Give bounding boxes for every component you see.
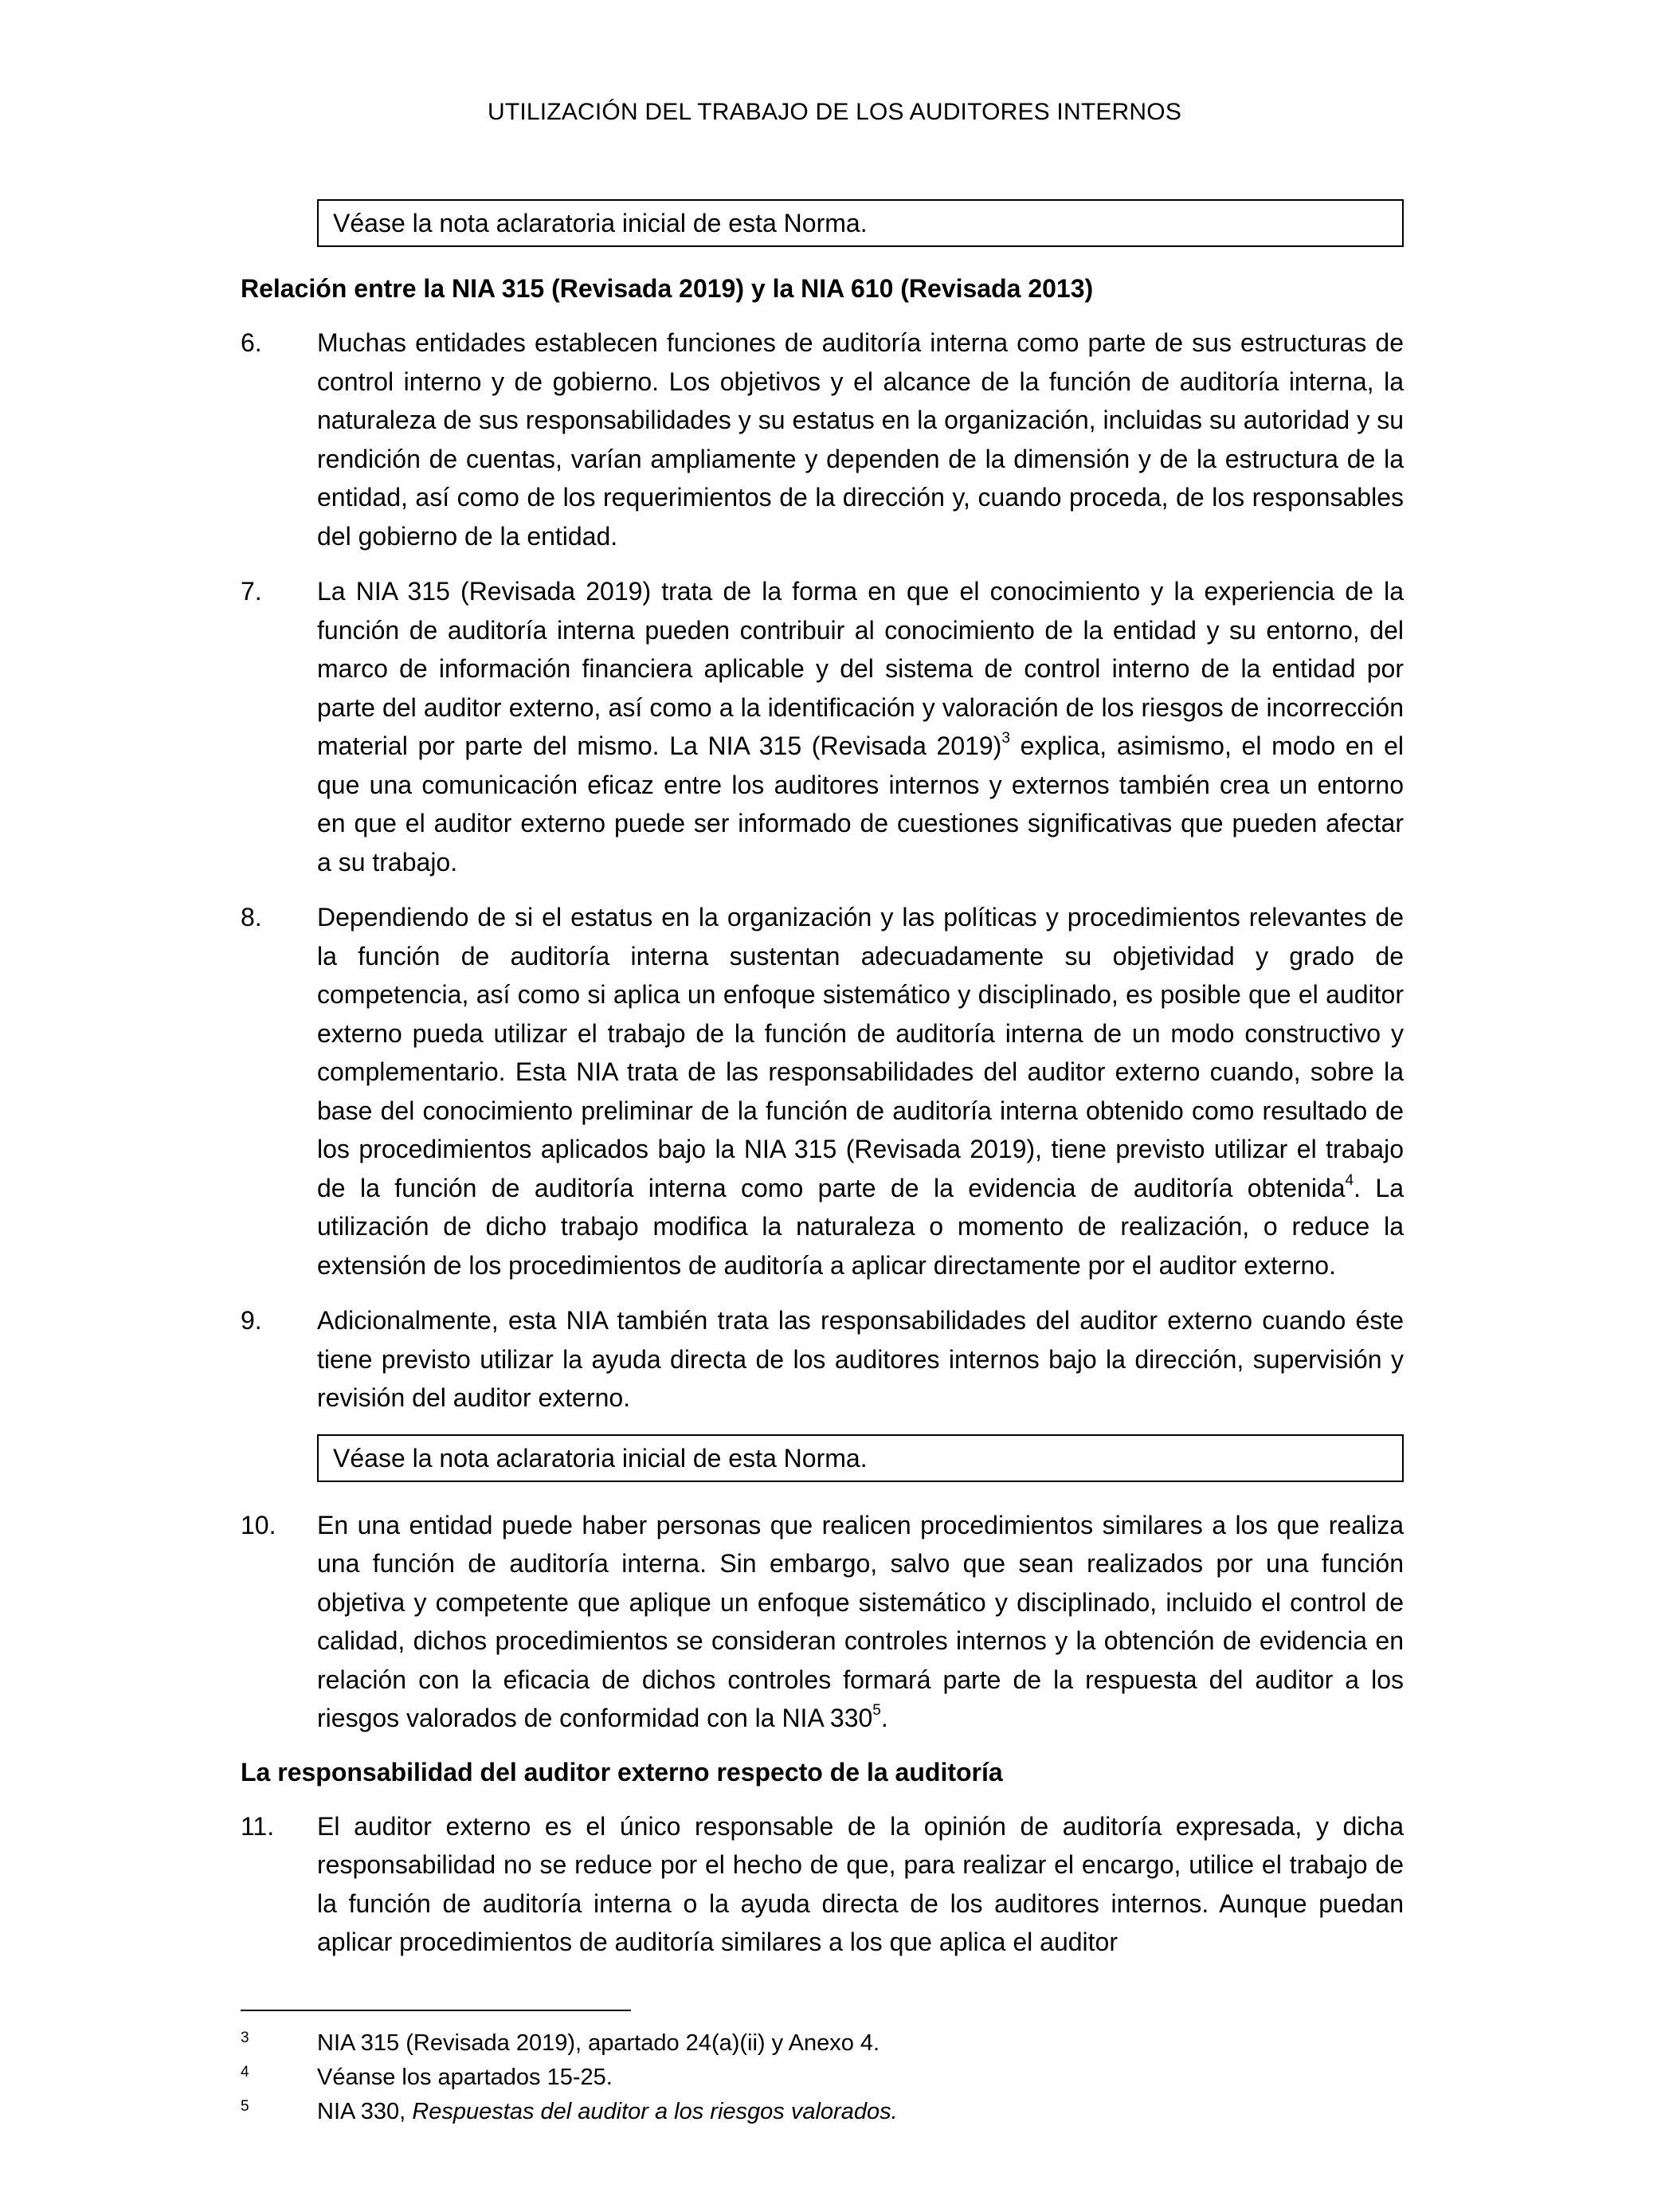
paragraph-text xyxy=(317,1506,1404,1738)
footnote-title: Respuestas del auditor a los riesgos valorados. xyxy=(412,2099,898,2124)
clarifying-note-box: Véase la nota aclaratoria inicial de esta Norma. xyxy=(317,1434,1404,1482)
section-heading: Relación entre la NIA 315 (Revisada 2019) y la NIA 610 (Revisada 2013) xyxy=(241,274,1094,303)
footnote-text: Véanse los apartados 15-25. xyxy=(317,2065,613,2090)
paragraph-number: 7. xyxy=(241,577,262,606)
paragraph-6 xyxy=(241,324,1404,555)
paragraph-10 xyxy=(241,1506,1404,1738)
footnote-number: 4 xyxy=(241,2064,249,2081)
footnote-ref[interactable]: 3 xyxy=(1001,730,1010,747)
paragraph-number: 9. xyxy=(241,1306,262,1335)
footnote-number: 5 xyxy=(241,2098,249,2115)
footnote-text-part: NIA 330, xyxy=(317,2099,413,2124)
footnote-separator xyxy=(241,2010,631,2011)
paragraph-text: Adicionalmente, esta NIA también trata las responsabilidades del auditor externo cuando éste tiene previsto utilizar la ayuda directa de los auditores internos bajo la dirección, supervisión y revisión del auditor externo. xyxy=(317,1306,1404,1412)
paragraph-text-part: La NIA 315 (Revisada 2019) trata de la forma en que el conocimiento y la experiencia de la función de auditoría interna pueden contribuir al conocimiento de la entidad y su entorno, del marco de información financiera aplicable y del sistema de control interno de la entidad por parte del auditor externo, así como a la identificación y valoración de los riesgos de incorrección material por parte del mismo. La NIA 315 (Revisada 2019) xyxy=(317,577,1404,760)
paragraph-text: Muchas entidades establecen funciones de auditoría interna como parte de sus estructuras de control interno y de gobierno. Los objetivos y el alcance de la función de auditoría interna, la naturaleza de sus responsabilidades y su estatus en la organización, incluidas su autoridad y su rendición de cuentas, varían ampliamente y dependen de la dimensión y de la estructura de la entidad, así como de los requerimientos de la dirección y, cuando proceda, de los responsables del gobierno de la entidad. xyxy=(317,328,1404,551)
footnote-text xyxy=(317,2095,1404,2129)
footnote-4 xyxy=(241,2061,1404,2095)
paragraph-text-part: Dependiendo de si el estatus en la organización y las políticas y procedimientos relevantes de la función de auditoría interna sustentan adecuadamente su objetividad y grado de competencia, así como si aplica un enfoque sistemático y disciplinado, es posible que el auditor externo pueda utilizar el trabajo de la función de auditoría interna de un modo constructivo y complementario. Esta NIA trata de las responsabilidades del auditor externo cuando, sobre la base del conocimiento preliminar de la función de auditoría interna obtenido como resultado de los procedimientos aplicados bajo la NIA 315 (Revisada 2019), tiene previsto utilizar el trabajo de la función de auditoría interna como parte de la evidencia de auditoría obtenida xyxy=(317,903,1404,1202)
paragraph-text-part: explica, asimismo, el modo en el que una comunicación eficaz entre los auditores internos y externos también crea un entorno en que el auditor externo puede ser informado de cuestiones significativas que pueden afectar a su trabajo. xyxy=(317,731,1405,877)
page-header: UTILIZACIÓN DEL TRABAJO DE LOS AUDITORES INTERNOS xyxy=(487,99,1182,125)
footnote-3 xyxy=(241,2026,1404,2061)
footnote-ref[interactable]: 5 xyxy=(872,1702,881,1720)
paragraph-number: 10. xyxy=(241,1510,276,1539)
footnote-ref[interactable]: 4 xyxy=(1345,1171,1354,1189)
paragraph-7 xyxy=(241,572,1404,881)
footnote-text: NIA 315 (Revisada 2019), apartado 24(a)(ii) y Anexo 4. xyxy=(317,2030,880,2056)
clarifying-note-box: Véase la nota aclaratoria inicial de esta Norma. xyxy=(317,199,1404,247)
paragraph-text: El auditor externo es el único responsable de la opinión de auditoría expresada, y dicha responsabilidad no se reduce por el hecho de que, para realizar el encargo, utilice el trabajo de la función de auditoría interna o la ayuda directa de los auditores internos. Aunque puedan aplicar procedimientos de auditoría similares a los que aplica el auditor xyxy=(317,1811,1404,1956)
footnote-number: 3 xyxy=(241,2030,249,2046)
paragraph-8 xyxy=(241,898,1404,1284)
paragraph-text-part: En una entidad puede haber personas que realicen procedimientos similares a los que realiza una función de auditoría interna. Sin embargo, salvo que sean realizados por una función objetiva y competente que aplique un enfoque sistemático y disciplinado, incluido el control de calidad, dichos procedimientos se consideran controles internos y la obtención de evidencia en relación con la eficacia de dichos controles formará parte de la respuesta del auditor a los riesgos valorados de conformidad con la NIA 330 xyxy=(317,1510,1404,1732)
document-body xyxy=(241,199,1404,1979)
paragraph-number: 11. xyxy=(241,1811,275,1841)
paragraph-text-part: . xyxy=(880,1704,888,1732)
footnote-5 xyxy=(241,2095,1404,2129)
footnotes xyxy=(241,2026,1404,2129)
section-heading: La responsabilidad del auditor externo respecto de la auditoría xyxy=(241,1757,1003,1786)
paragraph-number: 6. xyxy=(241,328,262,357)
paragraph-text xyxy=(317,572,1404,881)
paragraph-number: 8. xyxy=(241,903,262,931)
paragraph-11 xyxy=(241,1807,1404,1962)
paragraph-text xyxy=(317,898,1404,1284)
paragraph-text-part: . La utilización de dicho trabajo modifica la naturaleza o momento de realización, o reduce la extensión de los procedimientos de auditoría a aplicar directamente por el auditor externo. xyxy=(317,1173,1405,1280)
paragraph-9 xyxy=(241,1301,1404,1418)
